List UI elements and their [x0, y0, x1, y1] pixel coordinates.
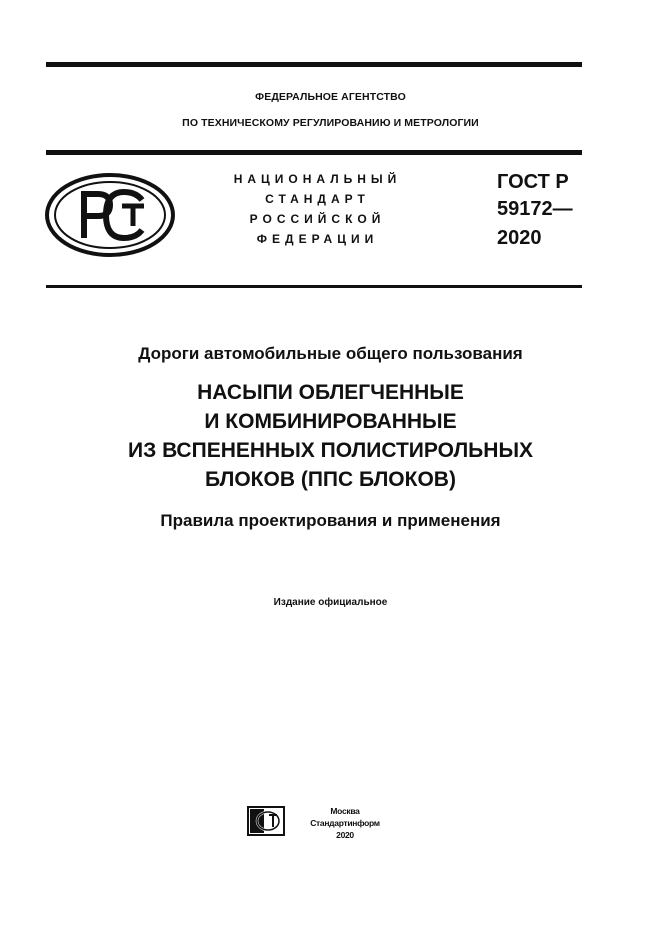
title-main-line-2: И КОМБИНИРОВАННЫЕ: [204, 410, 457, 433]
title-main-line-4: БЛОКОВ (ППС БЛОКОВ): [205, 468, 456, 491]
header-rule: [46, 150, 582, 155]
edition-note: Издание официальное: [273, 597, 388, 608]
standard-label-line-3: РОССИЙСКОЙ: [249, 212, 386, 226]
publisher-year: 2020: [336, 830, 354, 840]
gost-designation-line-1: ГОСТ Р: [497, 171, 569, 193]
title-main-line-3: ИЗ ВСПЕНЕННЫХ ПОЛИСТИРОЛЬНЫХ: [127, 439, 534, 462]
gost-designation-line-3: 2020: [497, 227, 542, 249]
publisher-city: Москва: [330, 806, 360, 816]
title-category: Дороги автомобильные общего пользования: [138, 344, 523, 363]
standard-label-line-4: ФЕДЕРАЦИИ: [256, 232, 379, 246]
gost-designation-line-2: 59172—: [497, 198, 573, 220]
title-main-line-1: НАСЫПИ ОБЛЕГЧЕННЫЕ: [197, 381, 464, 404]
bottom-header-rule: [46, 285, 582, 288]
standard-label-line-1: НАЦИОНАЛЬНЫЙ: [233, 172, 402, 186]
top-rule: [46, 62, 582, 67]
agency-line-2: ПО ТЕХНИЧЕСКОМУ РЕГУЛИРОВАНИЮ И МЕТРОЛОГИИ: [182, 117, 479, 129]
agency-line-1: ФЕДЕРАЛЬНОЕ АГЕНТСТВО: [255, 91, 406, 103]
rst-certification-mark-icon: [44, 172, 176, 258]
standard-label-line-2: СТАНДАРТ: [265, 192, 370, 206]
standartinform-logo-icon: [247, 806, 285, 836]
publisher-name: Стандартинформ: [310, 818, 380, 828]
title-subtitle: Правила проектирования и применения: [160, 511, 501, 530]
